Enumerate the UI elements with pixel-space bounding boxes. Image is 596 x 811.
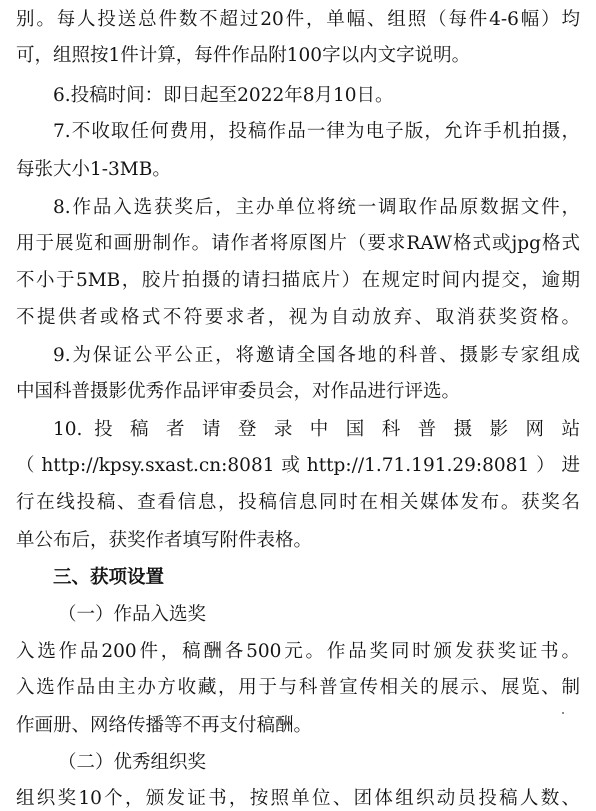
text-line: （http://kpsy.sxast.cn:8081或http://1.71.191.29:8081）进 bbox=[16, 455, 580, 476]
text-line: 中国科普摄影优秀作品评审委员会，对作品进行评选。 bbox=[16, 381, 461, 402]
text-line: 可，组照按1件计算，每件作品附100字以内文字说明。 bbox=[16, 45, 471, 66]
text-line: 每张大小1-3MB。 bbox=[16, 159, 171, 180]
text-line: 不提供者或格式不符要求者，视为自动放弃、取消获奖资格。 bbox=[16, 307, 580, 328]
text-line: 7.不收取任何费用，投稿作品一律为电子版，允许手机拍摄， bbox=[53, 121, 580, 142]
text-line: 入选作品200件，稿酬各500元。作品奖同时颁发获奖证书。 bbox=[16, 641, 580, 662]
text-line: 组织奖10个，颁发证书，按照单位、团体组织动员投稿人数、 bbox=[16, 788, 580, 809]
text-line: 行在线投稿、查看信息，投稿信息同时在相关媒体发布。获奖名 bbox=[16, 492, 580, 513]
text-line: 用于展览和画册制作。请作者将原图片（要求RAW格式或jpg格式 bbox=[16, 233, 580, 254]
text-line: 别。每人投送总件数不超过20件，单幅、组照（每件4-6幅）均 bbox=[16, 9, 580, 30]
text-line: 入选作品由主办方收藏，用于与科普宣传相关的展示、展览、制 bbox=[16, 677, 580, 698]
text-line: 9.为保证公平公正，将邀请全国各地的科普、摄影专家组成 bbox=[53, 345, 580, 366]
section-heading: 三、获项设置 bbox=[53, 567, 165, 588]
text-line: 10. 投 稿 者 请 登 录 中 国 科 普 摄 影 网 站 bbox=[53, 419, 580, 440]
text-line: 不小于5MB，胶片拍摄的请扫描底片）在规定时间内提交，逾期 bbox=[16, 270, 580, 291]
text-line: 8.作品入选获奖后，主办单位将统一调取作品原数据文件， bbox=[53, 197, 580, 218]
subsection-heading: （一）作品入选奖 bbox=[58, 604, 207, 625]
text-line: 单公布后，获奖作者填写附件表格。 bbox=[16, 530, 313, 551]
text-line: 6.投稿时间：即日起至2022年8月10日。 bbox=[53, 85, 394, 106]
subsection-heading: （二）优秀组织奖 bbox=[58, 752, 207, 773]
text-line: 作画册、网络传播等不再支付稿酬。 bbox=[16, 715, 313, 736]
scan-speck bbox=[562, 712, 564, 714]
